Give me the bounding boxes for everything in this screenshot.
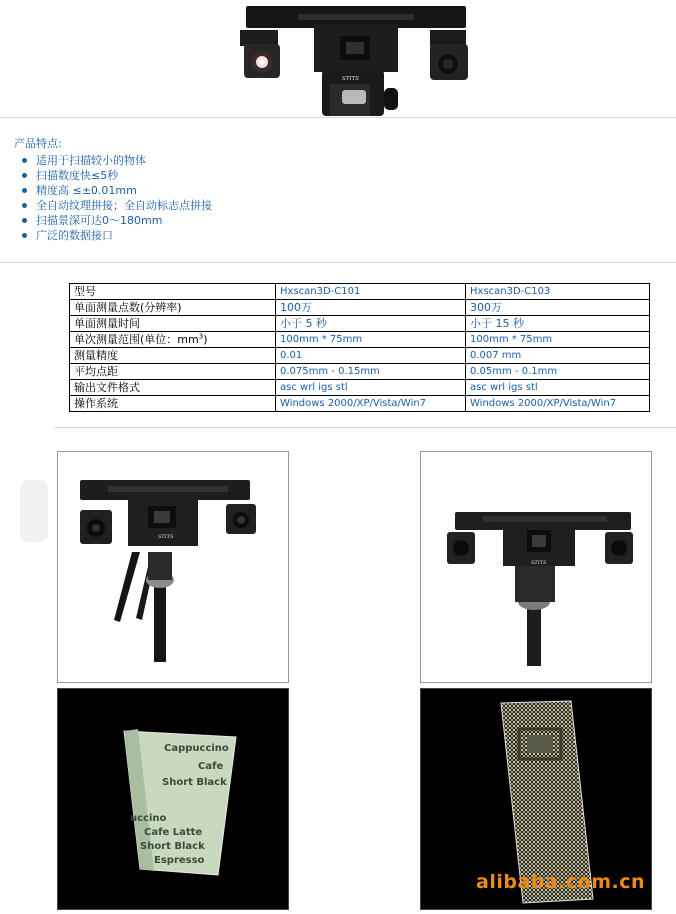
scanner-photo-1: [57, 451, 289, 683]
cup-text: Short Black: [140, 841, 205, 852]
scan-result-cup: [57, 688, 289, 910]
cup-text: uccino: [130, 813, 167, 824]
cup-text: Cafe: [198, 761, 224, 772]
spec-label: 单面测量时间: [70, 316, 276, 332]
spec-label: 测量精度: [70, 348, 276, 364]
spec-label-superscript: 3: [198, 332, 204, 341]
feature-item: 广泛的数据接口: [14, 228, 212, 243]
spec-label: 单面测量点数(分辨率): [70, 300, 276, 316]
table-row: [70, 380, 650, 396]
table-row: [70, 396, 650, 412]
spec-label-main: 单次测量范围(单位：mm: [74, 333, 199, 346]
cup-text: Espresso: [154, 855, 205, 866]
spec-value-c101: Windows 2000/XP/Vista/Win7: [276, 396, 466, 412]
spec-value-c101: asc wrl igs stl: [276, 380, 466, 396]
spec-value-c103: 0.007 mm: [466, 348, 650, 364]
cup-text: Cappuccino: [164, 743, 229, 754]
spec-value-c101: 0.01: [276, 348, 466, 364]
spec-label: 型号: [70, 284, 276, 300]
spec-label: 平均点距: [70, 364, 276, 380]
spec-label: 输出文件格式: [70, 380, 276, 396]
feature-item: 适用于扫描较小的物体: [14, 153, 212, 168]
spec-label-end: ): [203, 333, 208, 346]
table-row: [70, 348, 650, 364]
scanner-logo: STITS: [158, 534, 174, 540]
features-title: 产品特点:: [14, 137, 62, 150]
scanner-logo: STITS: [342, 76, 360, 82]
scanner-photo-2: [420, 451, 652, 683]
feature-item: 精度高 ≤±0.01mm: [14, 183, 212, 198]
spec-value-c101: Hxscan3D-C101: [276, 284, 466, 300]
table-row: [70, 332, 650, 348]
feature-item: 全自动纹理拼接；全自动标志点拼接: [14, 198, 212, 213]
spec-value-c103: Hxscan3D-C103: [466, 284, 650, 300]
spec-value-c103: Windows 2000/XP/Vista/Win7: [466, 396, 650, 412]
spec-value-c101: 100万: [276, 300, 466, 316]
feature-item: 扫描数度快≤5秒: [14, 168, 212, 183]
watermark-text: alibaba.com.cn: [476, 871, 646, 893]
table-row: [70, 316, 650, 332]
spec-table: [69, 283, 650, 412]
spec-value-c101: 0.075mm - 0.15mm: [276, 364, 466, 380]
cup-text: Cafe Latte: [144, 827, 203, 838]
table-row: [70, 300, 650, 316]
feature-item: 扫描景深可达0～180mm: [14, 213, 212, 228]
cup-text: Short Black: [162, 777, 227, 788]
features-list: [14, 153, 212, 243]
spec-label: 操作系统: [70, 396, 276, 412]
spec-value-c101: 100mm * 75mm: [276, 332, 466, 348]
table-row: [70, 364, 650, 380]
spec-value-c101: 小于 5 秒: [276, 316, 466, 332]
decorative-shape: [20, 480, 48, 542]
spec-label: [70, 332, 276, 348]
scanner-logo: STITS: [531, 560, 547, 566]
product-features: [14, 137, 212, 243]
scanner-top-photo: [234, 0, 474, 116]
table-row: [70, 284, 650, 300]
spec-value-c103: 0.05mm - 0.1mm: [466, 364, 650, 380]
spec-value-c103: 小于 15 秒: [466, 316, 650, 332]
spec-value-c103: 300万: [466, 300, 650, 316]
spec-value-c103: asc wrl igs stl: [466, 380, 650, 396]
spec-value-c103: 100mm * 75mm: [466, 332, 650, 348]
